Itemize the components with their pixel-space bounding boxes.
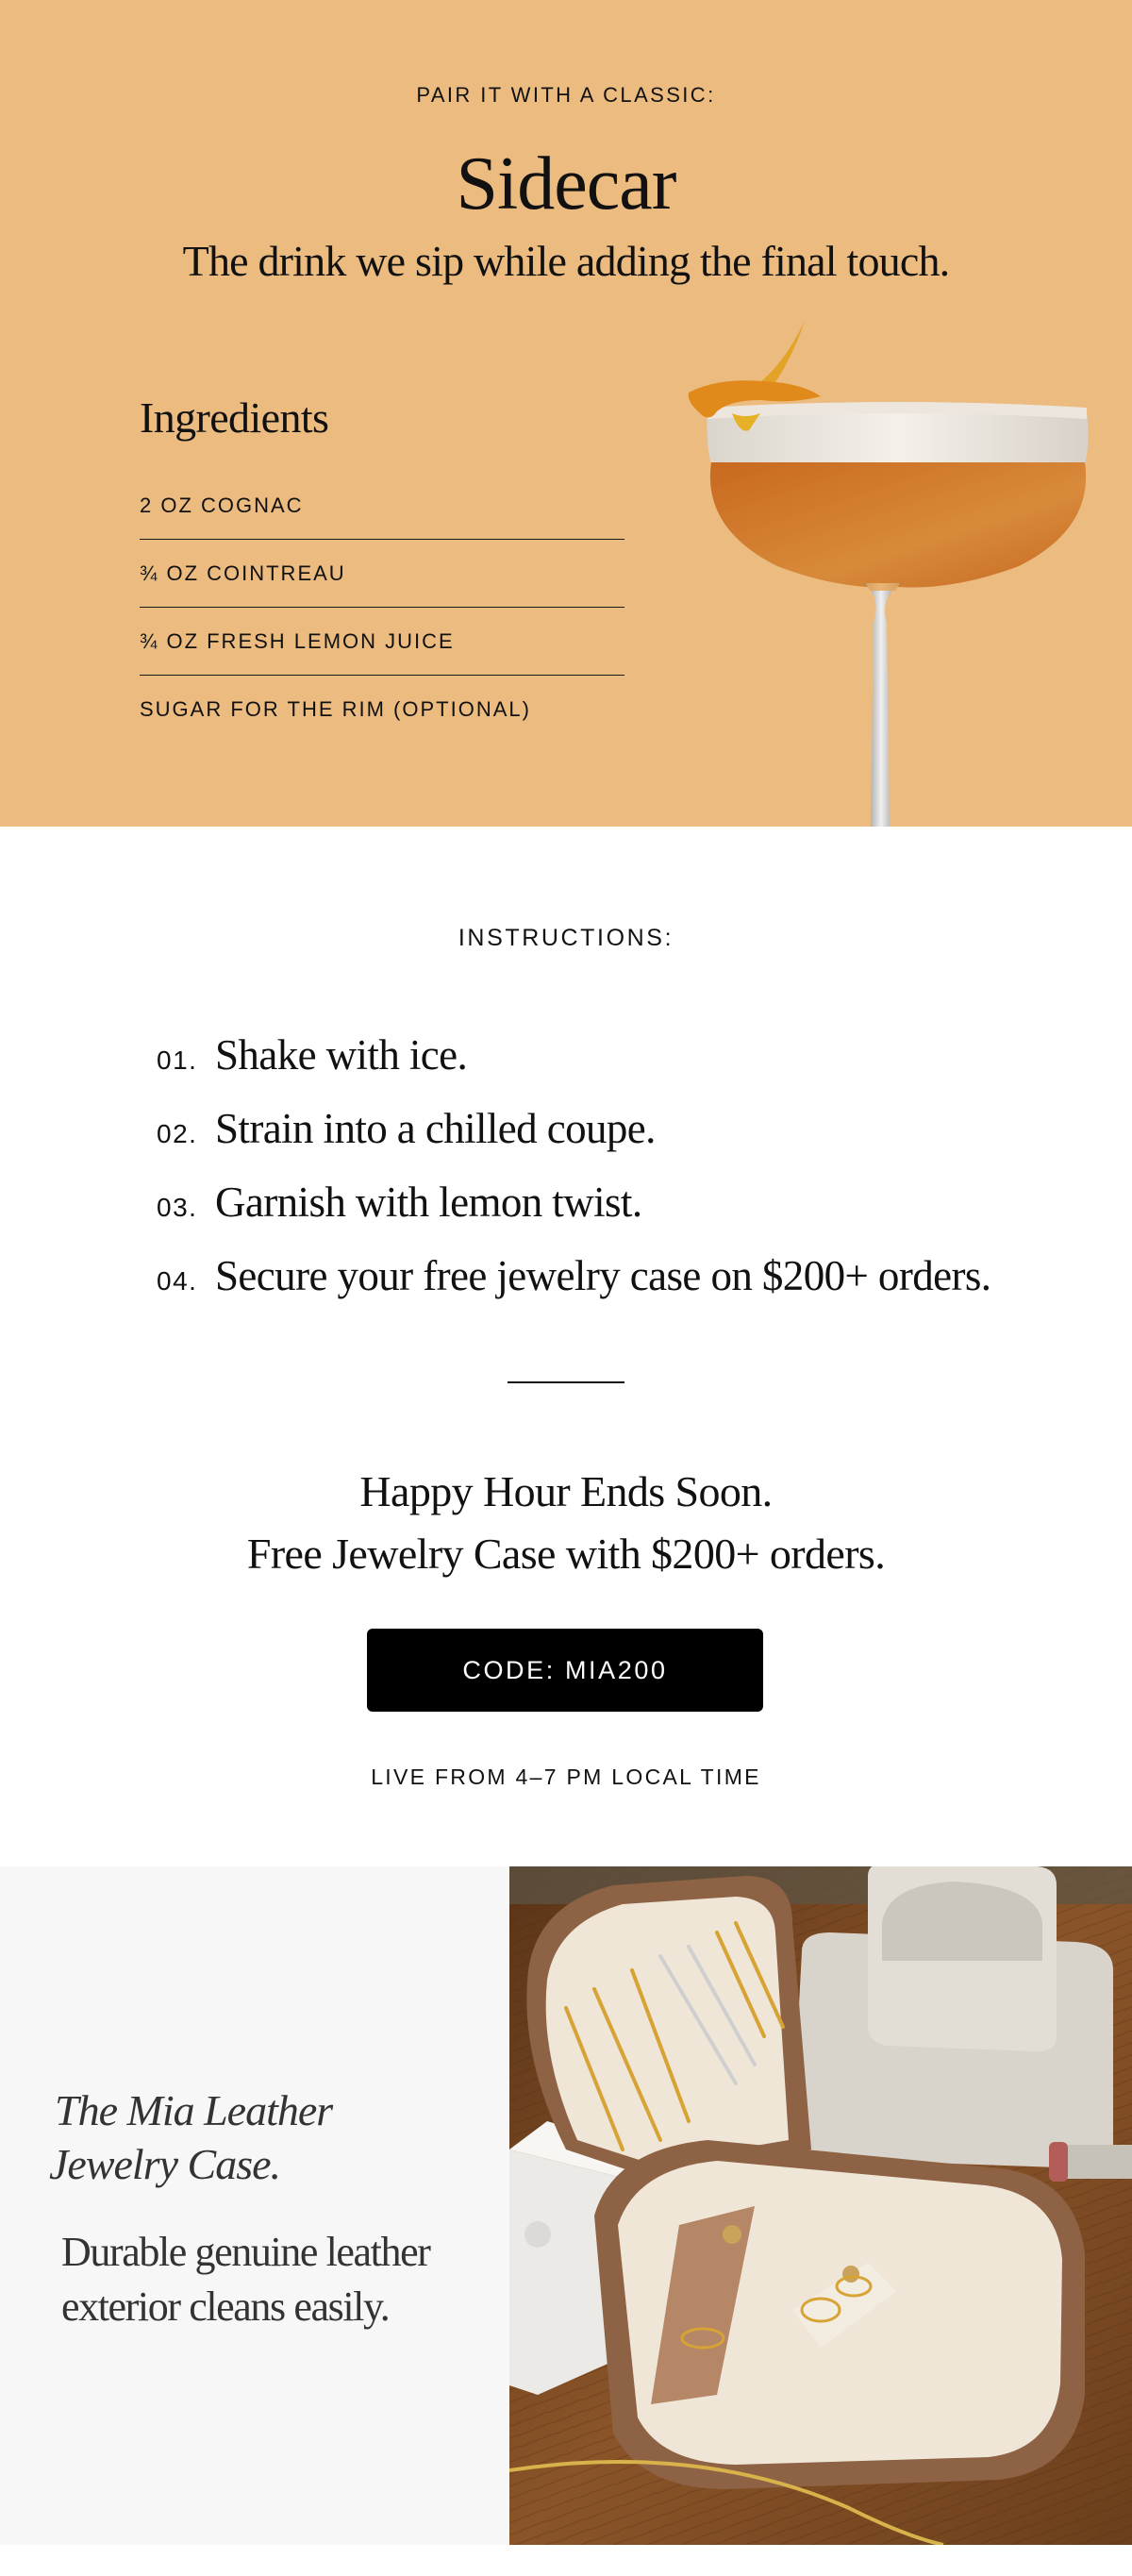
- product-copy: [49, 2083, 489, 2334]
- instructions-list: [157, 1030, 990, 1325]
- ingredients-list: [140, 472, 624, 744]
- ingredients-panel: [140, 393, 624, 744]
- jewelry-case-photo-icon: [509, 1866, 1132, 2545]
- step-text: Garnish with lemon twist.: [215, 1179, 642, 1226]
- instructions-heading: INSTRUCTIONS:: [458, 925, 674, 951]
- sidecar-cocktail-image: [679, 302, 1132, 827]
- product-title: [49, 2083, 489, 2191]
- product-description: [55, 2225, 489, 2334]
- product-description-line: Durable genuine leather: [61, 2229, 430, 2275]
- promo-headline: Happy Hour Ends Soon.: [359, 1467, 773, 1515]
- ingredient-item: 2 OZ COGNAC: [140, 472, 624, 540]
- product-title-line: The Mia Leather: [55, 2086, 333, 2134]
- product-title-line: Jewelry Case.: [49, 2140, 281, 2188]
- step-number: 04.: [157, 1266, 198, 1296]
- jewelry-case-image[interactable]: [509, 1866, 1132, 2545]
- ingredient-item: ¾ OZ FRESH LEMON JUICE: [140, 608, 624, 676]
- step-number: 03.: [157, 1193, 198, 1222]
- section-divider: [508, 1381, 624, 1383]
- instruction-step: [157, 1030, 990, 1104]
- cocktail-glass-icon: [679, 302, 1132, 827]
- product-description-line: exterior cleans easily.: [61, 2283, 390, 2330]
- eyebrow-label: PAIR IT WITH A CLASSIC:: [416, 83, 716, 107]
- promo-offer: Free Jewelry Case with $200+ orders.: [246, 1530, 886, 1578]
- ingredient-item: ¾ OZ COINTREAU: [140, 540, 624, 608]
- product-feature-section: [0, 1866, 1132, 2545]
- step-text: Strain into a chilled coupe.: [215, 1105, 656, 1152]
- instruction-step: [157, 1251, 990, 1325]
- step-text: Secure your free jewelry case on $200+ orders.: [215, 1252, 991, 1299]
- cocktail-title: Sidecar: [456, 142, 676, 226]
- promo-timing: LIVE FROM 4–7 PM LOCAL TIME: [371, 1765, 761, 1789]
- step-text: Shake with ice.: [215, 1031, 468, 1079]
- ingredients-heading: Ingredients: [140, 393, 329, 442]
- step-number: 01.: [157, 1045, 198, 1075]
- instruction-step: [157, 1104, 990, 1178]
- promo-code-button[interactable]: CODE: MIA200: [367, 1629, 763, 1712]
- cocktail-subtitle: The drink we sip while adding the final touch.: [182, 237, 950, 285]
- step-number: 02.: [157, 1119, 198, 1148]
- instruction-step: [157, 1178, 990, 1251]
- sidecar-hero-section: [0, 0, 1132, 827]
- ingredient-item: SUGAR FOR THE RIM (OPTIONAL): [140, 697, 531, 721]
